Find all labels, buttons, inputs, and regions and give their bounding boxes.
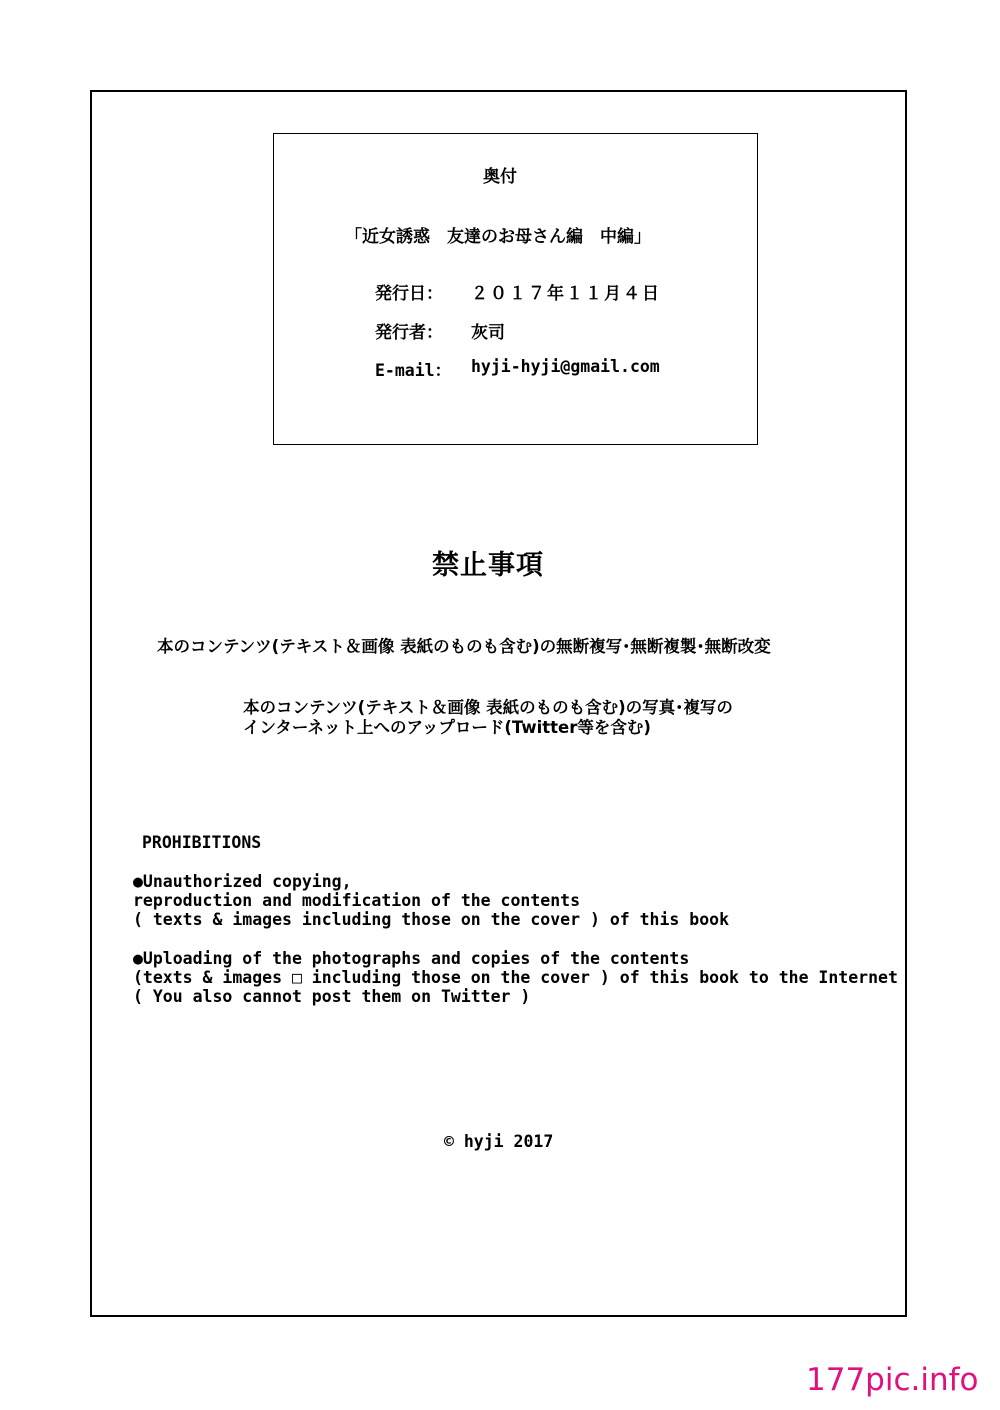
prohibitions-jp-heading: 禁止事項 <box>432 550 544 581</box>
publisher-value: 灰司 <box>471 323 505 343</box>
prohibition-en-item-1-line: ( texts & images including those on the cover ) of this book <box>133 910 730 930</box>
prohibitions-en-heading: PROHIBITIONS <box>142 833 262 852</box>
email-label: E-mail： <box>375 361 452 380</box>
colophon-title: 「近女誘惑 友達のお母さん編 中編」 <box>345 227 651 247</box>
prohibition-jp-item-1: 本のコンテンツ(テキスト＆画像 表紙のものも含む)の無断複写･無断複製･無断改変 <box>157 637 771 656</box>
watermark-text: 177pic.info <box>806 1362 979 1398</box>
colophon-heading: 奥付 <box>483 167 517 187</box>
prohibition-en-item-1-line: ●Unauthorized copying, <box>133 872 352 891</box>
prohibition-en-item-2 <box>133 949 898 1007</box>
prohibition-en-item-1-line: reproduction and modification of the contents <box>133 891 581 911</box>
publish-date-value: ２０１７年１１月４日 <box>471 284 661 304</box>
copyright-notice: © hyji 2017 <box>444 1132 554 1151</box>
publisher-label: 発行者： <box>375 323 443 343</box>
publish-date-label: 発行日： <box>375 284 443 304</box>
prohibition-en-item-2-line: ( You also cannot post them on Twitter ) <box>133 987 531 1007</box>
prohibition-en-item-2-line: (texts & images □ including those on the cover ) of this book to the Internet <box>133 968 898 988</box>
prohibition-jp-item-2-line-1: 本のコンテンツ(テキスト＆画像 表紙のものも含む)の写真･複写の <box>243 698 733 717</box>
email-value: hyji-hyji@gmail.com <box>471 357 660 376</box>
prohibition-en-item-2-line: ●Uploading of the photographs and copies of the contents <box>133 949 690 968</box>
prohibition-jp-item-2-line-2: インターネット上へのアップロード(Twitter等を含む) <box>243 718 651 737</box>
prohibition-en-item-1 <box>133 872 729 930</box>
